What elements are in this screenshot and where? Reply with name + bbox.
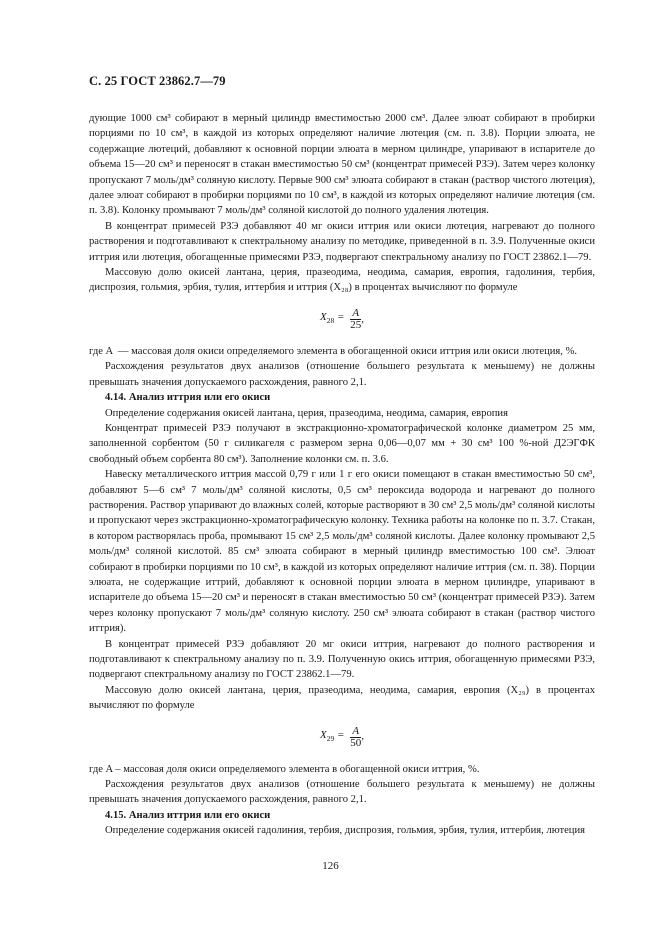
- paragraph: Определение содержания окисей гадолиния, тербия, диспрозия, гольмия, эрбия, тулия, иттербия, лютеция: [105, 825, 586, 837]
- page-header: С. 25 ГОСТ 23862.7—79: [89, 74, 226, 88]
- where-definition-2: где A – массовая доля окиси определяемого элемента в обогащенной окиси иттрия, %.: [89, 763, 480, 775]
- formula-subscript: 29: [326, 734, 335, 744]
- paragraph: дующие 1000 см³ собирают в мерный цилиндр вместимостью 2000 см³. Далее элюат собирают в пробирки порциями по 10 см³, в каждой из которых определяют наличие лютеция (см. п. 3.8). Порции элюата, не содержащие лютеций, добавляют к основной порции элюата в мерном цилиндре, упаривают в испарителе до объема 15—20 см³ и переносят в стакан вместимостью 50 см³ (концентрат примесей РЗЭ). Затем через колонку пропускают 7 моль/дм³ соляную кислоту. Первые 900 см³ элюата собирают в стакан (раствор чистого лютеция), далее элюат собирают в пробирки порциями по 10 см³, в каждой из которых определяют наличие лютеция (см. п. 3.8). Колонку промывают 7 моль/дм³ соляной кислотой до полного удаления лютеция.: [89, 113, 595, 217]
- formula-tail: ,: [361, 730, 364, 743]
- formula-subscript: 28: [326, 316, 335, 326]
- formula-lhs: X: [320, 728, 327, 741]
- paragraph: Расхождения результатов двух анализов (отношение большего результата к меньшему) не должны превышать значения допускаемого расхождения, равного 2,1.: [89, 779, 595, 806]
- where-prefix: где A —: [89, 345, 132, 357]
- paragraph: Определение содержания окисей лантана, церия, празеодима, неодима, самария, европия: [105, 407, 508, 419]
- formula-fraction: [350, 726, 361, 749]
- paragraph: Навеску металлического иттрия массой 0,79 г или 1 г его окиси помещают в стакан вместимостью 50 см³, добавляют 5—6 см³ 7 моль/дм³ соляной кислоты, 0,5 см³ пероксида водорода и нагревают до полного растворения. Раствор упаривают до влажных солей, которые растворяют в 30 см³ 2,5 моль/дм³ соляной кислоты и пропускают через экстракционно-хроматографическую колонку. Техника работы на колонке по п. 3.7. Стакан, в котором растворялась проба, промывают 15 см³ 2,5 моль/дм³ соляной кислоты. Далее колонку промывают 2,5 моль/дм³ соляной кислотой. 85 см³ элюата собирают в мерный цилиндр вместимостью 100 см³. Элюат собирают в пробирки порциями по 10 см³, в каждой из которых определяют наличие иттрия (см. п. 38). Порции элюата, не содержащие иттрий, добавляют к основной порции элюата в мерном цилиндре, упаривают в испарителе до объема 15—20 см³ и переносят в стакан вместимостью 50 см³ (концентрат примесей РЗЭ). Затем через колонку пропускают 7 моль/дм³ соляную кислоту. 250 см³ элюата собирают в стакан (раствор чистого иттрия).: [89, 469, 595, 635]
- formula-tail: ,: [361, 312, 364, 325]
- formula-denominator: 25: [350, 318, 362, 331]
- where-text: массовая доля окиси определяемого элемента в обогащенной окиси иттрия или окиси лютеция, %.: [131, 345, 578, 357]
- paragraph: В концентрат примесей РЗЭ добавляют 40 мг окиси иттрия или окиси лютеция, нагревают до полного растворения и подготавливают к спектральному анализу по методике, приведенной в п. 3.9. Полученные окиси иттрия или лютеция, обогащенные примесями РЗЭ, подвергают спектральному анализу по ГОСТ 23862.1—79.: [89, 220, 595, 263]
- paragraph: В концентрат примесей РЗЭ добавляют 20 мг окиси иттрия, нагревают до полного растворения и подготавливают к спектральному анализу по п. 3.9. Полученную окись иттрия, обогащенную примесями РЗЭ, подвергают спектральному анализу по ГОСТ 23862.1—79.: [89, 638, 595, 681]
- where-definition: [89, 344, 595, 359]
- paragraph: Массовую долю окисей лантана, церия, празеодима, неодима, самария, европия (X₂₉) в процентах вычисляют по формуле: [89, 684, 595, 712]
- section-heading-4-14: 4.14. Анализ иттрия или его окиси: [105, 392, 271, 404]
- paragraph: Расхождения результатов двух анализов (отношение большего результата к меньшему) не должны превышать значения допускаемого расхождения, равного 2,1.: [89, 361, 595, 388]
- formula-fraction: [350, 308, 361, 331]
- page-number: 126: [322, 860, 339, 872]
- formula-numerator: A: [350, 308, 361, 320]
- formula-lhs: X: [320, 311, 327, 324]
- formula-x28: $X_{28}$ = $\frac{A}{25}$ ,: [320, 306, 364, 331]
- formula-numerator: A: [350, 726, 361, 738]
- paragraph: Массовую долю окисей лантана, церия, празеодима, неодима, самария, европия, гадолиния, тербия, диспрозия, гольмия, эрбия, тулия, иттербия и иттрия (X₂₈) в процентах вычисляют по формуле: [89, 267, 595, 294]
- paragraph: Концентрат примесей РЗЭ получают в экстракционно-хроматографической колонке диаметром 25 мм, заполненной сорбентом (50 г силикагеля с размером зерна 0,06—0,07 мм + 30 см³ 100 %-ной Д2ЭГФК свободный объем сорбента 80 см³). Заполнение колонки см. п. 3.6.: [89, 422, 595, 465]
- formula-denominator: 50: [350, 736, 362, 749]
- document-body: [89, 111, 595, 839]
- section-heading-4-15: 4.15. Анализ иттрия или его окиси: [105, 809, 271, 821]
- formula-x29: $X_{29}$ = $\frac{A}{50}$ ,: [320, 724, 364, 749]
